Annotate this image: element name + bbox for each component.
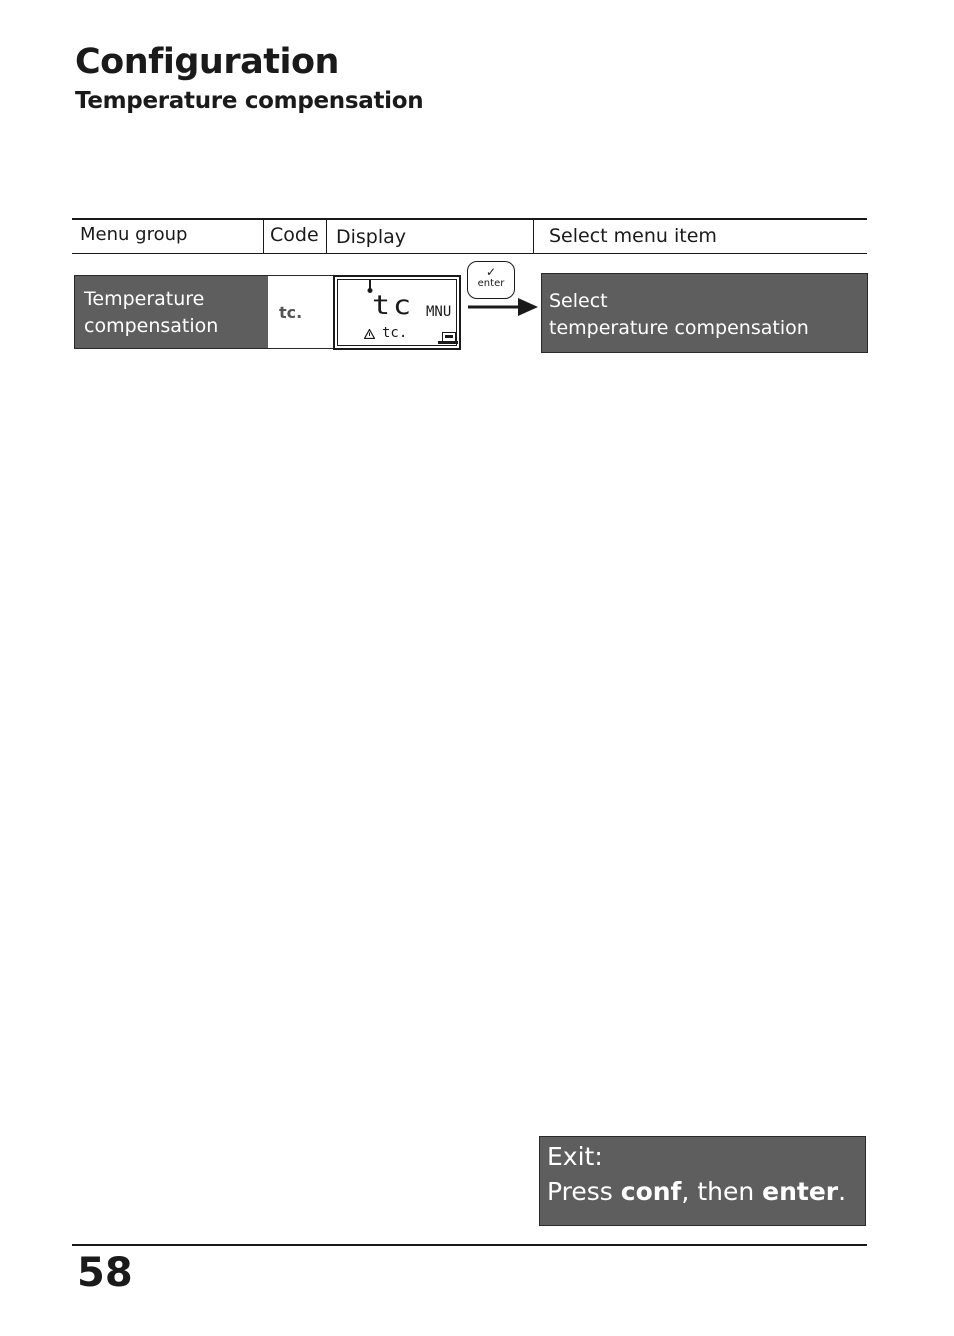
column-divider (326, 219, 327, 254)
action-line1: Select (549, 290, 608, 312)
exit-instructions-box (539, 1136, 866, 1226)
enter-key-label: enter (477, 278, 505, 289)
column-header-menu-group: Menu group (80, 224, 188, 245)
menu-group-box (74, 275, 269, 349)
select-menu-item-box (541, 273, 868, 353)
action-line2: temperature compensation (549, 317, 809, 339)
conf-key-label: conf (620, 1177, 682, 1206)
code-value: tc. (279, 303, 303, 322)
column-header-display: Display (336, 226, 407, 248)
footer-rule (72, 1244, 867, 1246)
arrow-right-icon (468, 296, 540, 318)
lcd-mode-text: MNU (426, 304, 452, 320)
code-cell (268, 275, 334, 349)
column-header-code: Code (270, 224, 319, 246)
page-subtitle: Temperature compensation (75, 88, 424, 114)
column-divider (263, 219, 264, 254)
column-divider (533, 219, 534, 254)
page-title: Configuration (75, 42, 339, 82)
warning-icon (364, 329, 375, 339)
enter-key-text: enter (762, 1177, 839, 1206)
lcd-bottom-bar (438, 341, 458, 344)
enter-key-button[interactable] (467, 261, 515, 299)
lcd-sub-text: tc. (382, 325, 408, 341)
table-header-bottom-rule (72, 253, 867, 254)
column-header-select-menu-item: Select menu item (549, 225, 717, 247)
exit-label: Exit: (547, 1142, 603, 1171)
exit-instruction: Press conf, then enter. (547, 1177, 847, 1206)
check-icon: ✓ (485, 265, 497, 279)
table-top-rule (72, 218, 867, 220)
lcd-display (333, 275, 461, 350)
page-number: 58 (77, 1250, 133, 1296)
menu-group-line1: Temperature (84, 288, 205, 310)
lcd-main-text: tc (372, 289, 415, 322)
menu-group-line2: compensation (84, 315, 219, 337)
